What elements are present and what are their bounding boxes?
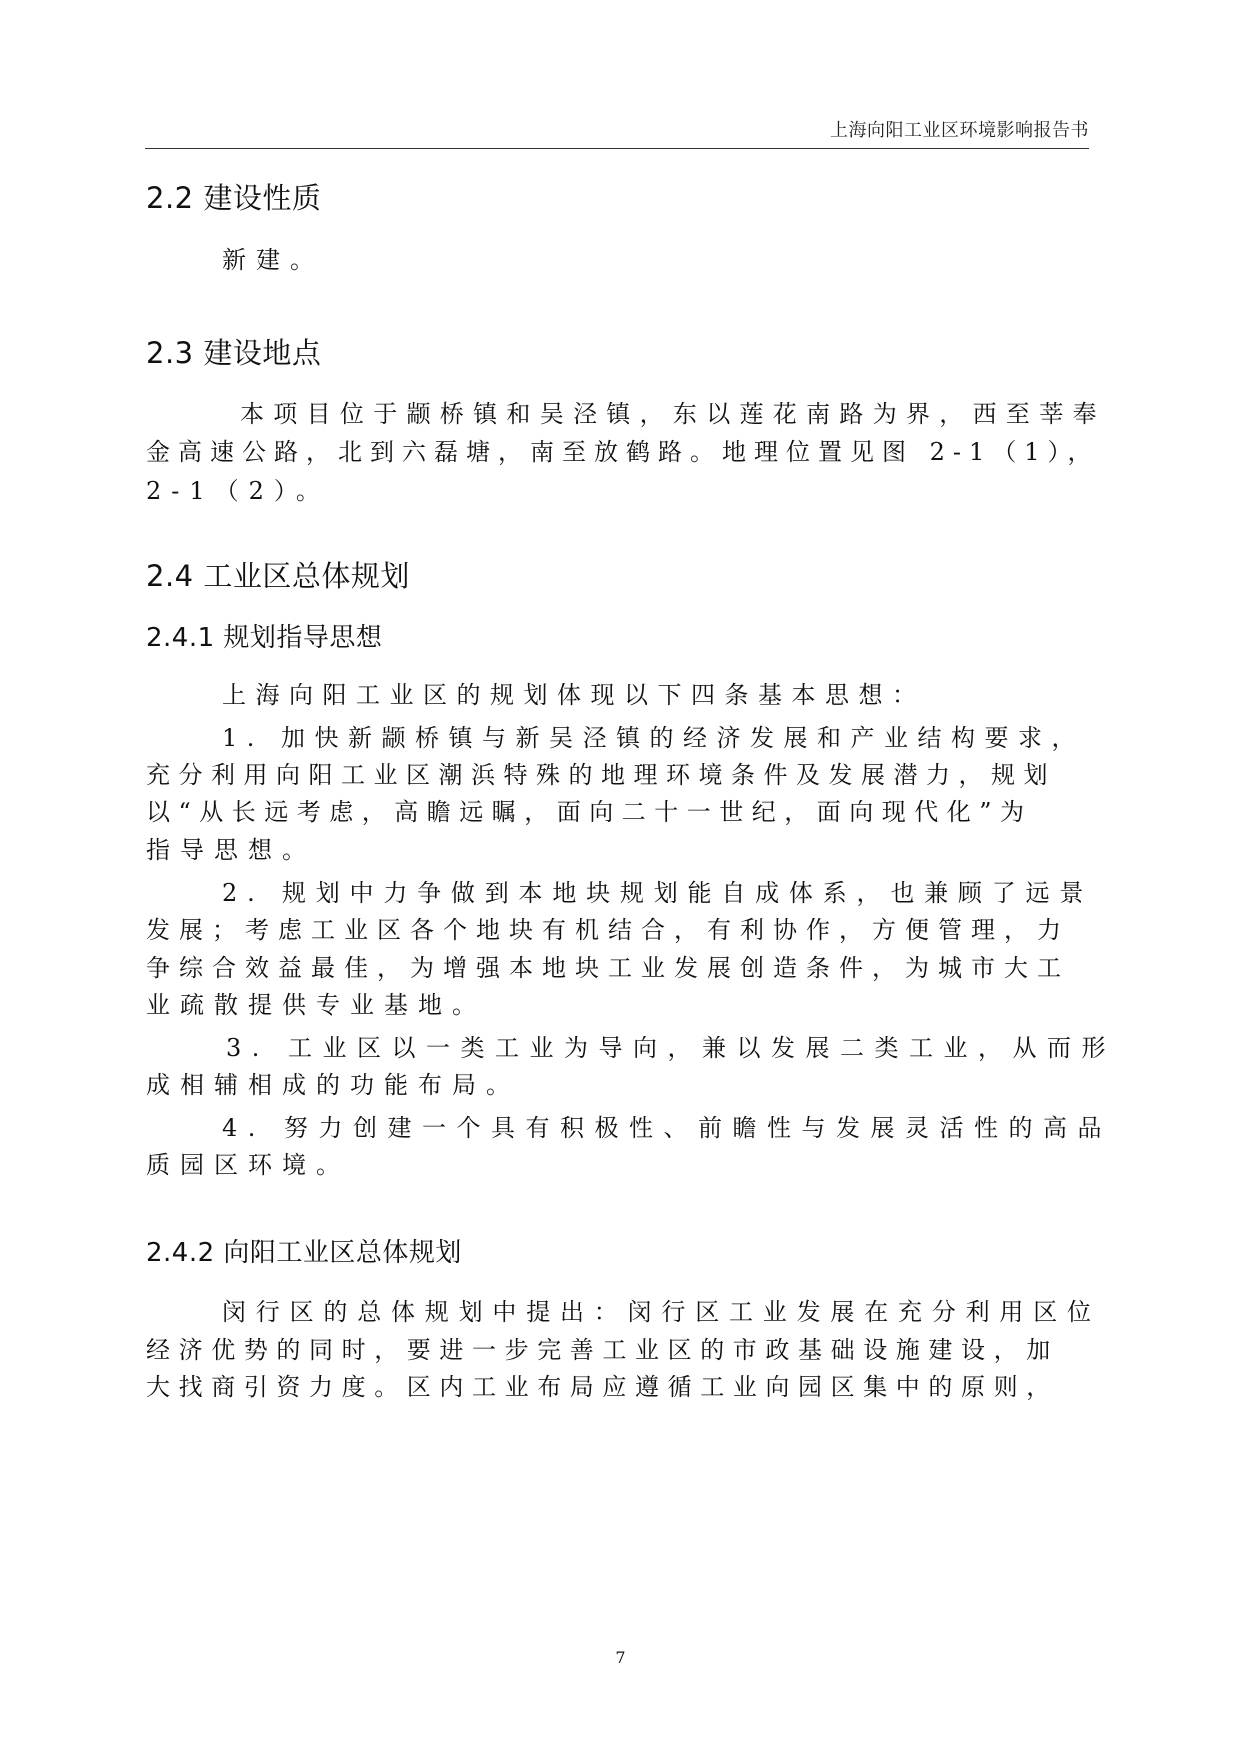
paragraph-line: 4. 努力创建一个具有积极性、前瞻性与发展灵活性的高品 [222, 1114, 1113, 1142]
section-heading-2-3: 2.3 建设地点 [146, 336, 322, 370]
paragraph-line: 业疏散提供专业基地。 [146, 991, 486, 1019]
paragraph-line: 以“从长远考虑，高瞻远瞩，面向二十一世纪，面向现代化”为 [146, 798, 1033, 826]
running-header: 上海向阳工业区环境影响报告书 [830, 120, 1089, 141]
paragraph-line: 经济优势的同时，要进一步完善工业区的市政基础设施建设，加 [146, 1336, 1059, 1364]
paragraph-line: 2. 规划中力争做到本地块规划能自成体系，也兼顾了远景 [222, 879, 1094, 907]
paragraph-line: 大找商引资力度。区内工业布局应遵循工业向园区集中的原则， [146, 1373, 1059, 1401]
section-heading-2-4: 2.4 工业区总体规划 [146, 559, 410, 593]
paragraph-line: 金高速公路，北到六磊塘，南至放鹤路。地理位置见图 2-1（1）， [146, 438, 1100, 466]
section-heading-2-2: 2.2 建设性质 [146, 181, 322, 215]
paragraph-line: 3. 工业区以一类工业为导向，兼以发展二类工业，从而形 [226, 1034, 1117, 1062]
page-number: 7 [615, 1648, 626, 1667]
paragraph-line: 争综合效益最佳，为增强本地块工业发展创造条件，为城市大工 [146, 954, 1070, 982]
paragraph-line: 充分利用向阳工业区潮浜特殊的地理环境条件及发展潜力，规划 [146, 761, 1056, 789]
paragraph-line: 指导思想。 [146, 836, 316, 864]
paragraph-line: 1. 加快新颛桥镇与新吴泾镇的经济发展和产业结构要求， [222, 724, 1086, 752]
paragraph-line: 上海向阳工业区的规划体现以下四条基本思想： [222, 681, 926, 709]
paragraph-line: 2-1（2）。 [146, 477, 330, 505]
paragraph-line: 本项目位于颛桥镇和吴泾镇，东以莲花南路为界，西至莘奉 [240, 400, 1106, 428]
section-heading-2-4-2: 2.4.2 向阳工业区总体规划 [146, 1238, 462, 1268]
paragraph-line: 新建。 [222, 246, 324, 274]
paragraph-line: 发展；考虑工业区各个地块有机结合，有利协作，方便管理，力 [146, 916, 1070, 944]
paragraph-line: 闵行区的总体规划中提出：闵行区工业发展在充分利用区位 [222, 1298, 1101, 1326]
paragraph-line: 质园区环境。 [146, 1151, 350, 1179]
paragraph-line: 成相辅相成的功能布局。 [146, 1071, 520, 1099]
header-rule [145, 148, 1089, 149]
section-heading-2-4-1: 2.4.1 规划指导思想 [146, 623, 383, 653]
